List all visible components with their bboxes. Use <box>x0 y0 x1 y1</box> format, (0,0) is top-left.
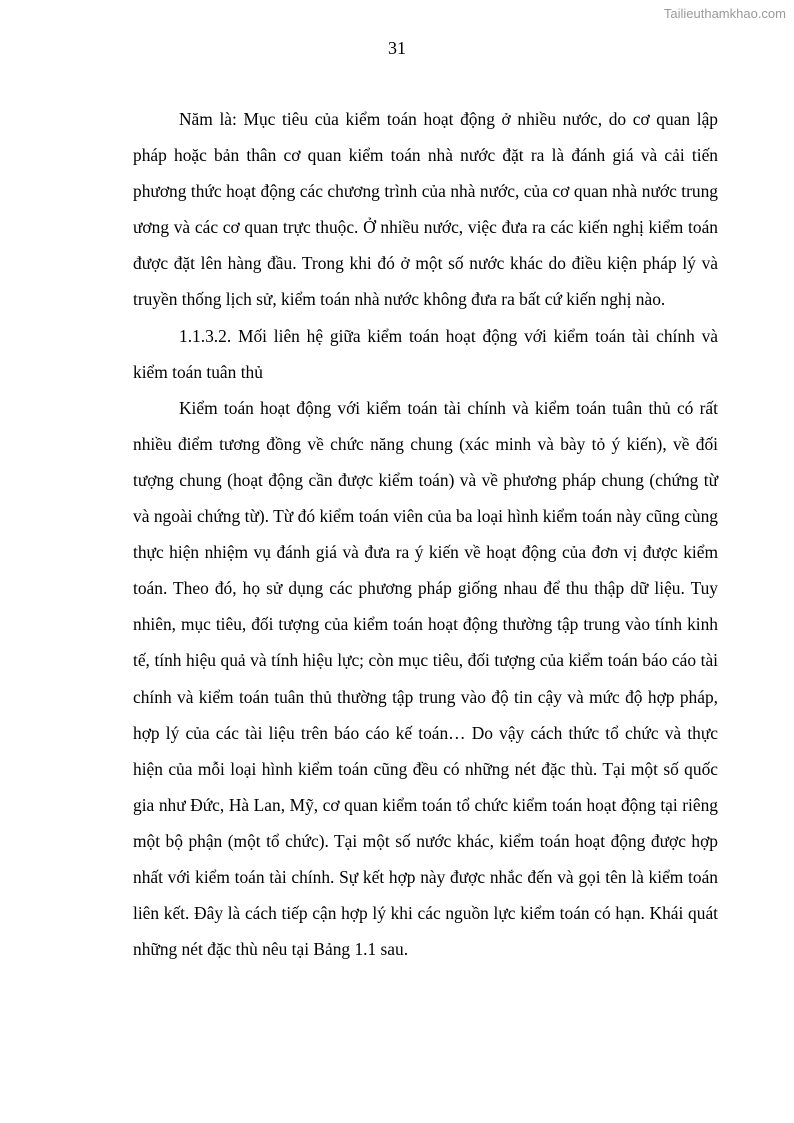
watermark-text: Tailieuthamkhao.com <box>663 6 786 21</box>
document-body <box>133 101 718 967</box>
paragraph-nam-la: Năm là: Mục tiêu của kiểm toán hoạt động ở nhiều nước, do cơ quan lập pháp hoặc bản thân cơ quan kiểm toán nhà nước đặt ra là đánh giá và cải tiến phương thức hoạt động các chương trình của nhà nước, của cơ quan nhà nước trung ương và các cơ quan trực thuộc. Ở nhiều nước, việc đưa ra các kiến nghị kiểm toán được đặt lên hàng đầu. Trong khi đó ở một số nước khác do điều kiện pháp lý và truyền thống lịch sử, kiểm toán nhà nước không đưa ra bất cứ kiến nghị nào. <box>133 109 718 310</box>
section-heading-1-1-3-2: 1.1.3.2. Mối liên hệ giữa kiểm toán hoạt động với kiểm toán tài chính và kiểm toán tuân thủ <box>133 325 718 382</box>
page-number: 31 <box>388 38 406 58</box>
paragraph-moi-lien-he: Kiểm toán hoạt động với kiểm toán tài chính và kiểm toán tuân thủ có rất nhiều điểm tương đồng về chức năng chung (xác minh và bày tỏ ý kiến), về đối tượng chung (hoạt động cần được kiểm toán) và về phương pháp chung (chứng từ và ngoài chứng từ). Từ đó kiểm toán viên của ba loại hình kiểm toán này cũng cùng thực hiện nhiệm vụ đánh giá và đưa ra ý kiến về hoạt động của đơn vị được kiểm toán. Theo đó, họ sử dụng các phương pháp giống nhau để thu thập dữ liệu. Tuy nhiên, mục tiêu, đối tượng của kiểm toán hoạt động thường tập trung vào tính kinh tế, tính hiệu quả và tính hiệu lực; còn mục tiêu, đối tượng của kiểm toán báo cáo tài chính và kiểm toán tuân thủ thường tập trung vào độ tin cậy và mức độ hợp pháp, hợp lý của các tài liệu trên báo cáo kế toán… Do vậy cách thức tổ chức và thực hiện của mỗi loại hình kiểm toán cũng đều có những nét đặc thù. Tại một số quốc gia như Đức, Hà Lan, Mỹ, cơ quan kiểm toán tổ chức kiểm toán hoạt động tại riêng một bộ phận (một tổ chức). Tại một số nước khác, kiểm toán hoạt động được hợp nhất với kiểm toán tài chính. Sự kết hợp này được nhắc đến và gọi tên là kiểm toán liên kết. Đây là cách tiếp cận hợp lý khi các nguồn lực kiểm toán có hạn. Khái quát những nét đặc thù nêu tại Bảng 1.1 sau. <box>133 397 718 960</box>
